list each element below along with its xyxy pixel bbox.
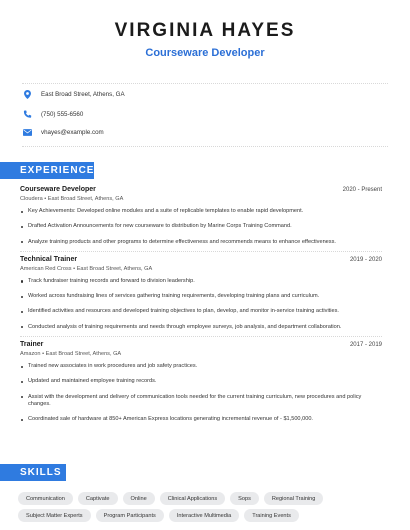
job-title: Trainer [20,341,44,349]
address-text: East Broad Street, Athens, GA [41,91,125,98]
phone-text: (750) 555-6560 [41,110,84,118]
company-location: East Broad Street, Athens, GA [76,265,153,272]
job-title: Technical Trainer [20,255,78,263]
contact-divider [22,146,388,147]
job-title: Courseware Developer [20,186,96,193]
company-name: American Red Cross [20,265,72,272]
job-dates: 2020 - Present [342,187,382,193]
job-bullet: Key Achievements: Developed online modules and a suite of replicable templates to enable rapid development. [20,208,382,215]
skill-tag: Regional Training [264,492,324,505]
job-company-line: Amazon • East Broad Street, Athens, GA [20,351,122,358]
company-name: Amazon [20,351,41,358]
skills-list [18,492,394,522]
skill-tag: Training Events [244,509,299,522]
contact-email [22,123,388,141]
skill-tag: Sops [230,492,259,505]
skill-tag: Subject Matter Experts [18,509,91,522]
job-divider [20,336,382,337]
job-entry [20,186,382,252]
candidate-name: VIRGINIA HAYES [114,20,296,41]
job-entry [20,341,382,423]
job-company-line: American Red Cross • East Broad Street, Athens, GA [20,265,153,272]
company-location: East Broad Street, Athens, GA [45,351,122,358]
job-entry [20,256,382,337]
job-bullet: Assist with the development and delivery of communication tools needed for the current training curriculum, new procedures and policy changes. [20,394,382,409]
job-dates: 2017 - 2019 [349,342,382,349]
skill-tag: Communication [18,492,73,505]
job-bullet: Updated and maintained employee training records. [20,378,382,385]
phone-icon [22,109,32,119]
job-bullet: Conducted analysis of training requirements and needs through employee surveys, job analysis, and department collaboration. [20,324,382,331]
job-bullet: Track fundraiser training records and forward to division leadership. [20,278,382,285]
company-location: East Broad Street, Athens, GA [47,196,124,202]
job-divider [20,251,382,252]
skill-tag: Interactive Multimedia [169,509,239,522]
job-bullet: Analyze training products and other programs to determine effectiveness and recommends means to enhance effectiveness. [20,239,382,246]
candidate-title: Courseware Developer [145,47,265,59]
experience-heading: EXPERIENCE [0,162,94,179]
contact-phone [22,105,388,123]
job-bullets [20,278,382,331]
skill-tag: Program Participants [96,509,164,522]
contact-block [22,83,388,147]
job-bullets [20,363,382,423]
skills-heading: SKILLS [0,464,66,481]
job-bullet: Coordinated sale of hardware at 850+ American Express locations generating incremental revenue of - $1,500,000. [20,416,382,423]
skill-tag: Clinical Applications [160,492,225,505]
location-pin-icon [22,90,32,100]
skill-tag: Captivate [78,492,118,505]
contact-address [22,84,388,105]
resume-header [0,20,410,59]
email-link[interactable]: vhayes@example.com [41,128,104,136]
job-bullet: Drafted Activation Announcements for new courseware to distribution by Marine Corps Training Command. [20,223,382,230]
job-bullet: Trained new associates in work procedures and job safety practices. [20,363,382,370]
job-company-line: Cloudera • East Broad Street, Athens, GA [20,196,124,202]
job-bullet: Identified activities and resources and developed training objectives to plan, develop, and monitor in-service training activities. [20,308,382,315]
experience-list [20,186,382,424]
job-dates: 2019 - 2020 [349,256,382,263]
job-bullet: Worked across fundraising lines of services gathering training requirements, developing training plans and curriculum. [20,293,382,300]
company-name: Cloudera [20,196,43,202]
email-icon [22,127,32,137]
skill-tag: Online [123,492,155,505]
job-bullets [20,208,382,246]
